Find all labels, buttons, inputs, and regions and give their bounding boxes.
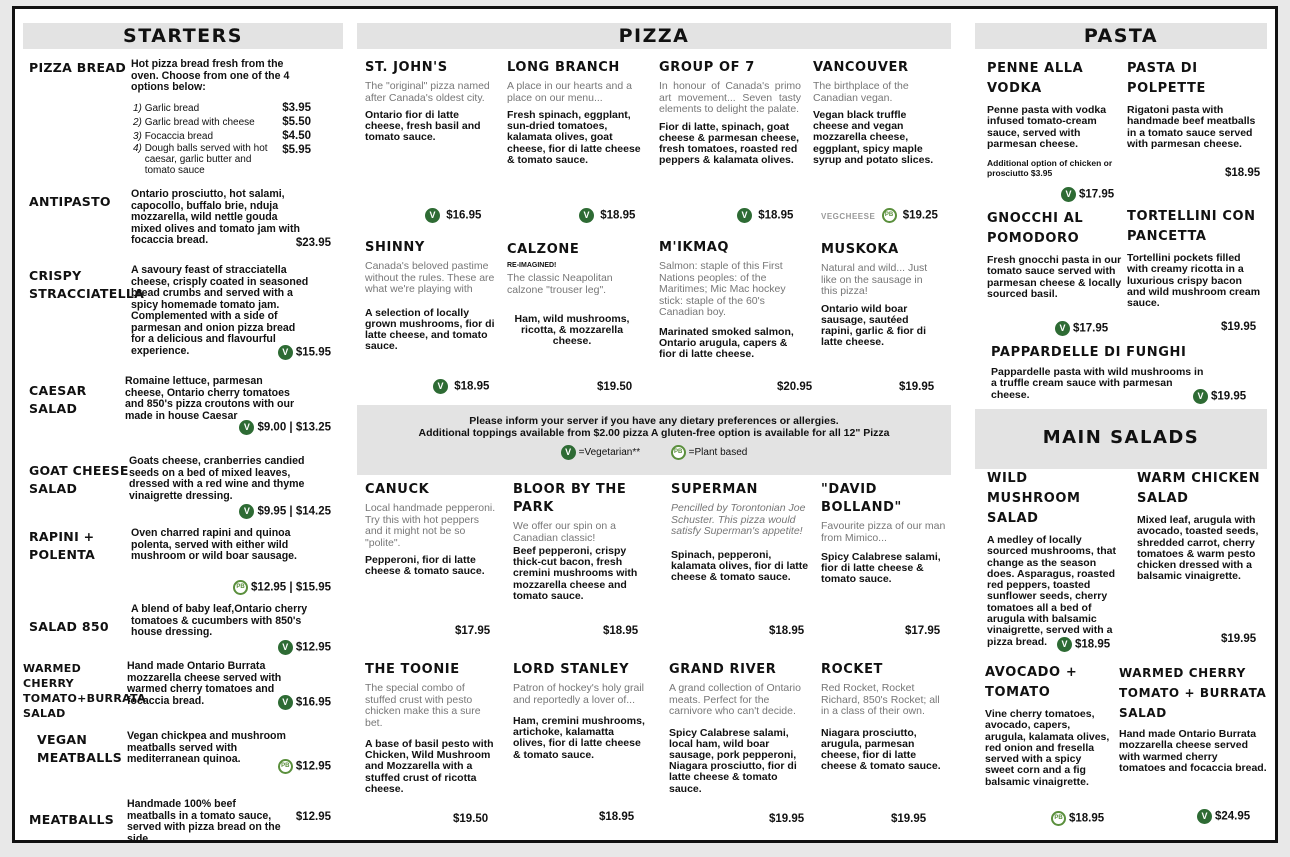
pasta-name: PENNE ALLA VODKA — [987, 61, 1084, 96]
pizza-desc: Fresh spinach, eggplant, sun-dried tomatoes, kalamata olives, goat cheese, fior di latte cheese & tomato sauce. — [507, 109, 641, 166]
pizza-bread-option — [133, 131, 323, 142]
pizza-item — [813, 59, 943, 166]
pizza-price: $19.50 — [453, 813, 489, 825]
pizza-desc: A base of basil pesto with Chicken, Wild Mushroom and Mozzarella with a stuffed crust of ricotta cheese. — [365, 738, 494, 795]
item-name: GOAT CHEESE SALAD — [29, 463, 129, 496]
salad-price: $18.95 — [1075, 638, 1111, 651]
item-desc: Vegan chickpea and mushroom meatballs served with mediterranean quinoa. — [127, 730, 286, 765]
item-price: $12.95 | $15.95 — [251, 581, 331, 594]
pizza-desc: Spinach, pepperoni, kalamata olives, fior di latte cheese & tomato sauce. — [671, 548, 809, 583]
pizza-name: LORD STANLEY — [513, 662, 630, 677]
pizza-subtitle: RE-IMAGINED! — [507, 262, 557, 269]
pizza-tagline: The "original" pizza named after Canada's oldest city. — [365, 80, 490, 104]
item-desc: Hot pizza bread fresh from the oven. Choose from one of the 4 options below: — [131, 58, 290, 93]
pizza-tagline: A place in our hearts and a place on our menu... — [507, 80, 632, 104]
pasta-desc: Rigatoni pasta with handmade beef meatballs in a tomato sauce served with parmesan cheese. — [1127, 104, 1256, 150]
item-name: PIZZA BREAD — [29, 60, 127, 75]
option-label: Focaccia bread — [144, 131, 214, 142]
pizza-item — [365, 661, 495, 795]
pizza-name: LONG BRANCH — [507, 60, 620, 75]
pizza-desc: Beef pepperoni, crispy thick-cut bacon, fresh cremini mushrooms with mozzarella cheese and tomato sauce. — [513, 545, 638, 602]
pizza-item — [821, 481, 949, 586]
item-name: SALAD 850 — [29, 619, 109, 634]
pizza-desc: Vegan black truffle cheese and vegan mozzarella cheese, eggplant, spicy maple syrup and potato slices. — [813, 109, 934, 166]
plant-based-icon: PB — [1051, 811, 1066, 826]
pizza-bread-option — [133, 103, 323, 114]
vegetarian-icon: V — [239, 420, 254, 435]
item-price: $23.95 — [295, 237, 331, 249]
pizza-name: "DAVID BOLLAND" — [821, 482, 902, 515]
item-name: VEGAN MEATBALLS — [37, 732, 123, 765]
pasta-heading: PASTA — [975, 23, 1267, 49]
pizza-item — [507, 59, 641, 166]
option-label: Garlic bread with cheese — [144, 117, 255, 128]
vegetarian-icon: V — [433, 379, 448, 394]
pasta-item — [987, 59, 1119, 178]
vegetarian-icon: V — [239, 504, 254, 519]
item-price: $9.95 | $14.25 — [257, 505, 331, 518]
item-desc: Oven charred rapini and quinoa polenta, served with either wild mushroom or wild boar sausage. — [131, 527, 298, 562]
pasta-price: $19.95 — [1221, 321, 1257, 333]
pizza-price: $18.95 — [599, 811, 635, 823]
pizza-bread-option — [133, 117, 323, 128]
salad-desc: A medley of locally sourced mushrooms, that change as the season does. Asparagus, roasted red peppers, toasted sunflower seeds, cherry tomatoes all a bed of arugula with balsamic vinaigrette, served with a pizza bread. — [987, 534, 1116, 648]
option-price: $3.95 — [282, 102, 311, 114]
notice-line-2: Additional toppings available from $2.00 pizza A gluten-free option is available for all 12" Pizza — [418, 427, 890, 439]
pizza-tagline: Pencilled by Torontonian Joe Schuster. This pizza would satisfy Superman's appetite! — [671, 502, 806, 537]
pizza-name: VANCOUVER — [813, 60, 909, 75]
pizza-tagline: Salmon: staple of this First Nations peoples: of the Maritimes; Mic Mac hockey stick: staple of the 60's Canadian boy. — [659, 260, 786, 318]
pizza-name: THE TOONIE — [365, 662, 460, 677]
pizza-item — [671, 481, 811, 583]
pasta-price: $19.95 — [1211, 390, 1247, 403]
vegcheese-logo: VEGCHEESE — [821, 211, 876, 221]
option-price: $5.50 — [282, 116, 311, 128]
item-desc: Romaine lettuce, parmesan cheese, Ontario cherry tomatoes and 850's pizza croutons with our made in house Caesar — [125, 375, 295, 422]
pizza-item — [513, 481, 648, 602]
pizza-item — [365, 481, 499, 577]
item-desc: Goats cheese, cranberries candied seeds on a bed of mixed leaves, dressed with a red wine and thyme vinaigrette dressing. — [129, 455, 305, 502]
pizza-desc: Ham, wild mushrooms, ricotta, & mozzarella cheese. — [514, 313, 630, 348]
item-price: $12.95 — [295, 760, 331, 773]
legend-vegetarian: =Vegetarian** — [578, 447, 641, 459]
pizza-item — [365, 59, 490, 144]
pizza-price: $19.25 — [902, 209, 938, 222]
icon-legend — [357, 445, 951, 460]
pizza-tagline: Canada's beloved pastime without the rules. These are what we're playing with — [365, 260, 495, 295]
vegetarian-icon: V — [1193, 389, 1208, 404]
item-name: WARMED CHERRY TOMATO+BURRATA SALAD — [23, 662, 146, 720]
pizza-tagline: In honour of Canada's primo art movement... Seven tasty elements to delight the palate. — [659, 80, 801, 115]
vegetarian-icon: V — [1055, 321, 1070, 336]
pizza-price: $19.95 — [769, 813, 805, 825]
pizza-price: $18.95 — [600, 209, 636, 222]
pizza-bread-option — [133, 143, 323, 176]
option-number: 1) — [133, 103, 142, 114]
pizza-tagline: Red Rocket, Rocket Richard, 850's Rocket; all in a class of their own. — [821, 682, 940, 717]
salad-name: WILD MUSHROOM SALAD — [987, 471, 1081, 526]
salad-name: WARMED CHERRY TOMATO + BURRATA SALAD — [1119, 666, 1267, 720]
pizza-item — [821, 241, 941, 348]
pizza-column — [357, 23, 951, 830]
vegetarian-icon: V — [278, 640, 293, 655]
option-label: Garlic bread — [144, 103, 200, 114]
dietary-notice — [357, 411, 951, 469]
pizza-price: $20.95 — [777, 381, 813, 393]
main-salads-heading: MAIN SALADS — [975, 425, 1267, 451]
pizza-desc: Ontario wild boar sausage, sautéed rapini, garlic & fior di latte cheese. — [821, 302, 927, 349]
menu-sheet — [12, 6, 1278, 843]
pasta-column — [975, 23, 1267, 830]
item-price: $12.95 — [295, 811, 331, 823]
pizza-price: $18.95 — [454, 380, 490, 393]
pizza-price: $17.95 — [905, 625, 941, 637]
pizza-name: SHINNY — [365, 240, 425, 255]
pizza-price: $18.95 — [758, 209, 794, 222]
pizza-item — [659, 239, 807, 360]
pizza-heading: PIZZA — [357, 23, 951, 49]
plant-based-icon: PB — [233, 580, 248, 595]
pasta-name: PAPPARDELLE DI FUNGHI — [991, 345, 1187, 360]
pizza-item — [659, 59, 801, 166]
option-label: Dough balls served with hot caesar, garlic butter and tomato sauce — [144, 143, 268, 176]
pizza-name: CALZONE — [507, 242, 580, 257]
item-price: $15.95 — [295, 346, 331, 359]
pizza-desc: A selection of locally grown mushrooms, fior di latte cheese, and tomato sauce. — [365, 306, 495, 353]
salad-name: AVOCADO + TOMATO — [985, 665, 1078, 700]
pasta-desc: Pappardelle pasta with wild mushrooms in a truffle cream sauce with parmesan cheese. — [991, 366, 1204, 401]
pizza-desc: Fior di latte, spinach, goat cheese & parmesan cheese, fresh tomatoes, roasted red peppers & kalamata olives. — [659, 120, 800, 167]
pizza-name: MUSKOKA — [821, 242, 899, 257]
salad-price: $19.95 — [1221, 633, 1257, 645]
pizza-desc: Spicy Calabrese salami, fior di latte cheese & tomato sauce. — [821, 551, 941, 586]
option-price: $5.95 — [282, 144, 311, 156]
pasta-name: TORTELLINI CON PANCETTA — [1127, 209, 1256, 244]
vegetarian-icon: V — [278, 345, 293, 360]
pasta-item — [987, 209, 1123, 300]
item-name: MEATBALLS — [29, 812, 115, 827]
pasta-price: $17.95 — [1073, 322, 1109, 335]
item-name: CRISPY STRACCIATELLA — [29, 268, 145, 301]
pasta-name: GNOCCHI AL POMODORO — [987, 211, 1084, 246]
pizza-desc: Ham, cremini mushrooms, artichoke, kalamatta olives, fior di latte cheese & tomato sauce. — [513, 715, 645, 761]
pizza-desc: Spicy Calabrese salami, local ham, wild boar sausage, pork pepperoni, Niagara prosciutto, fior di latte cheese & tomato sauce. — [669, 726, 797, 795]
item-desc: Handmade 100% beef meatballs in a tomato sauce, served with pizza bread on the side. — [127, 798, 281, 845]
pizza-name: CANUCK — [365, 482, 430, 497]
pizza-name: M'IKMAQ — [659, 240, 730, 255]
vegetarian-icon: V — [579, 208, 594, 223]
pizza-name: ROCKET — [821, 662, 884, 677]
item-price: $16.95 — [295, 696, 331, 709]
pizza-tagline: We offer our spin on a Canadian classic! — [513, 520, 616, 544]
item-desc: Ontario prosciutto, hot salami, capocollo, buffalo brie, nduja mozzarella, wild nettle gouda mixed olives and tomato jam with focaccia bread. — [131, 188, 300, 246]
pizza-name: GROUP OF 7 — [659, 60, 755, 75]
pizza-price: $19.95 — [891, 813, 927, 825]
pizza-price: $19.50 — [597, 381, 633, 393]
pizza-item — [821, 661, 941, 772]
item-name: RAPINI + POLENTA — [29, 529, 96, 562]
notice-line-1: Please inform your server if you have any dietary preferences or allergies. — [469, 415, 839, 427]
item-price: $12.95 — [295, 641, 331, 654]
pizza-item — [669, 661, 807, 795]
pizza-name: GRAND RIVER — [669, 662, 777, 677]
pizza-price: $18.95 — [603, 625, 639, 637]
salad-item — [985, 663, 1111, 788]
pizza-name: SUPERMAN — [671, 482, 759, 497]
pasta-desc: Tortellini pockets filled with creamy ricotta in a luxurious crispy bacon and wild mushroom cream sauce. — [1127, 252, 1261, 310]
pizza-price: $18.95 — [769, 625, 805, 637]
item-name: ANTIPASTO — [29, 194, 111, 209]
vegetarian-icon: V — [737, 208, 752, 223]
salad-item — [1137, 469, 1265, 583]
pizza-tagline: Local handmade pepperoni. Try this with hot peppers and it might not be so "polite". — [365, 502, 496, 549]
option-number: 4) — [133, 143, 142, 154]
pizza-desc: Pepperoni, fior di latte cheese & tomato sauce. — [365, 554, 485, 578]
option-price: $4.50 — [282, 130, 311, 142]
salad-price: $24.95 — [1215, 810, 1251, 823]
vegetarian-icon: V — [278, 695, 293, 710]
pizza-desc: Niagara prosciutto, arugula, parmesan cheese, fior di latte cheese & tomato sauce. — [821, 726, 941, 773]
pizza-item — [513, 661, 645, 761]
salad-price: $18.95 — [1069, 812, 1105, 825]
pasta-name: PASTA DI POLPETTE — [1127, 61, 1206, 96]
pizza-item — [365, 239, 499, 352]
pasta-desc: Fresh gnocchi pasta in our tomato sauce served with parmesan cheese & locally sourced basil. — [987, 254, 1122, 300]
pizza-price: $19.95 — [899, 381, 935, 393]
pizza-name: ST. JOHN'S — [365, 60, 448, 75]
plant-based-icon: PB — [671, 445, 686, 460]
item-desc: A blend of baby leaf,Ontario cherry tomatoes & cucumbers with 850's house dressing. — [131, 603, 308, 638]
salad-name: WARM CHICKEN SALAD — [1137, 471, 1261, 506]
salad-item — [987, 469, 1125, 648]
item-desc: Hand made Ontario Burrata mozzarella cheese served with warmed cherry tomatoes and focaccia bread. — [127, 660, 282, 707]
pizza-tagline: The special combo of stuffed crust with pesto chicken make this a sure bet. — [365, 682, 481, 729]
vegetarian-icon: V — [425, 208, 440, 223]
salad-item — [1119, 663, 1267, 774]
pizza-price: $17.95 — [455, 625, 491, 637]
pasta-desc: Penne pasta with vodka infused tomato-cream sauce, served with parmesan cheese. — [987, 104, 1107, 150]
vegetarian-icon: V — [1057, 637, 1072, 652]
vegetarian-icon: V — [561, 445, 576, 460]
pizza-tagline: Favourite pizza of our man from Mimico... — [821, 520, 946, 544]
option-number: 3) — [133, 131, 142, 142]
plant-based-icon: PB — [882, 208, 897, 223]
pasta-price: $18.95 — [1225, 167, 1261, 179]
pizza-desc: Marinated smoked salmon, Ontario arugula, capers & fior di latte cheese. — [659, 325, 794, 360]
item-price: $9.00 | $13.25 — [257, 421, 331, 434]
vegetarian-icon: V — [1061, 187, 1076, 202]
salad-desc: Hand made Ontario Burrata mozzarella cheese served with warmed cherry tomatoes and focaccia bread. — [1119, 728, 1267, 774]
pizza-desc: Ontario fior di latte cheese, fresh basil and tomato sauce. — [365, 109, 481, 144]
pasta-price: $17.95 — [1079, 188, 1115, 201]
item-name: CAESAR SALAD — [29, 383, 87, 416]
plant-based-icon: PB — [278, 759, 293, 774]
starters-column — [23, 23, 343, 845]
legend-plant-based: =Plant based — [688, 447, 748, 459]
option-number: 2) — [133, 117, 142, 128]
vegetarian-icon: V — [1197, 809, 1212, 824]
pizza-tagline: A grand collection of Ontario meats. Perfect for the carnivore who can't decide. — [669, 682, 801, 717]
pizza-tagline: The classic Neapolitan calzone "trouser leg". — [507, 272, 613, 296]
pasta-item — [1127, 59, 1259, 150]
pizza-name: BLOOR BY THE PARK — [513, 482, 627, 515]
salad-desc: Mixed leaf, arugula with avocado, toasted seeds, shredded carrot, cherry tomatoes & warm pesto chicken dressed with a balsamic vinaigrette. — [1137, 514, 1259, 583]
starters-heading: STARTERS — [23, 23, 343, 49]
pizza-tagline: The birthplace of the Canadian vegan. — [813, 80, 909, 104]
pizza-item — [507, 241, 637, 348]
pasta-note: Additional option of chicken or prosciutto $3.95 — [987, 158, 1113, 179]
pizza-tagline: Patron of hockey's holy grail and reportedly a lover of... — [513, 682, 644, 706]
pizza-price: $16.95 — [446, 209, 482, 222]
salad-desc: Vine cherry tomatoes, avocado, capers, arugula, kalamata olives, red onion and fresella served with a spicy sweet corn and a fig balsamic vinaigrette. — [985, 708, 1110, 788]
pasta-item — [1127, 207, 1263, 309]
pizza-tagline: Natural and wild... Just like on the sausage in this pizza! — [821, 262, 928, 297]
item-desc: A savoury feast of stracciatella cheese, crisply coated in seasoned bread crumbs and served with a spicy homemade tomato jam. Complemented with a side of parmesan and onion pizza bread for a delicious and flavourful experience. — [131, 264, 309, 357]
